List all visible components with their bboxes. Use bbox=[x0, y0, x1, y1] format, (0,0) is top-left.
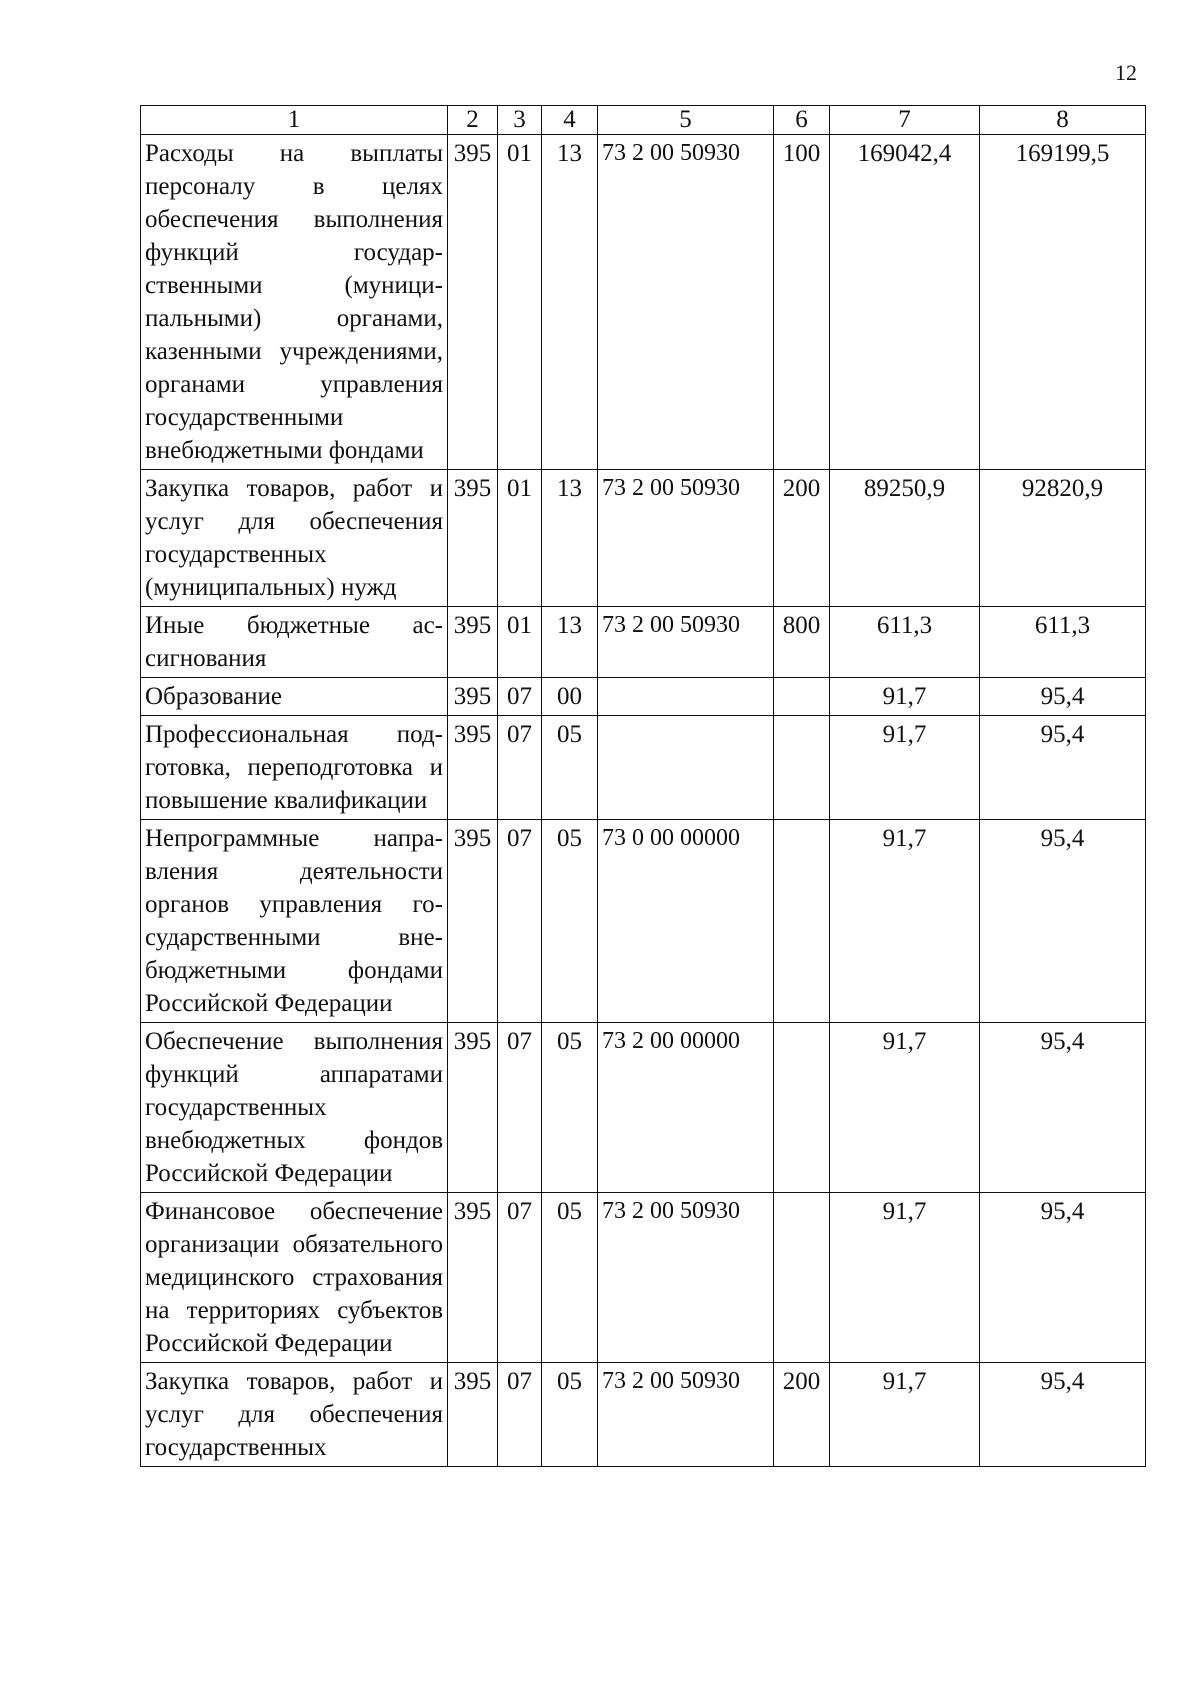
expense-type-cell: 800 bbox=[774, 607, 830, 678]
subsection-code-cell: 13 bbox=[542, 607, 598, 678]
ministry-code-cell: 395 bbox=[448, 678, 498, 716]
section-code-cell: 07 bbox=[498, 716, 542, 820]
row-name-cell: Непрограммные направления деятельности органов управления государственными внебюджетными фондами Российской Федерации bbox=[141, 820, 448, 1023]
amount-col7-cell: 91,7 bbox=[830, 820, 980, 1023]
ministry-code-cell: 395 bbox=[448, 607, 498, 678]
table-row bbox=[141, 470, 1146, 607]
amount-col7-cell: 91,7 bbox=[830, 1363, 980, 1467]
ministry-code-cell: 395 bbox=[448, 1023, 498, 1193]
amount-col7-cell: 89250,9 bbox=[830, 470, 980, 607]
amount-col8-cell: 611,3 bbox=[980, 607, 1146, 678]
amount-col8-cell: 95,4 bbox=[980, 1023, 1146, 1193]
section-code-cell: 01 bbox=[498, 470, 542, 607]
amount-col7-cell: 91,7 bbox=[830, 716, 980, 820]
ministry-code-cell: 395 bbox=[448, 470, 498, 607]
section-code-cell: 01 bbox=[498, 607, 542, 678]
column-header-8: 8 bbox=[980, 106, 1146, 135]
target-article-cell: 73 2 00 50930 bbox=[598, 470, 774, 607]
row-name-cell: Образование bbox=[141, 678, 448, 716]
target-article-cell: 73 2 00 50930 bbox=[598, 135, 774, 470]
column-header-6: 6 bbox=[774, 106, 830, 135]
amount-col7-cell: 91,7 bbox=[830, 1193, 980, 1363]
amount-col8-cell: 95,4 bbox=[980, 678, 1146, 716]
amount-col7-cell: 611,3 bbox=[830, 607, 980, 678]
budget-table bbox=[140, 105, 1146, 1467]
target-article-cell: 73 2 00 50930 bbox=[598, 1193, 774, 1363]
subsection-code-cell: 05 bbox=[542, 820, 598, 1023]
header-row bbox=[141, 106, 1146, 135]
ministry-code-cell: 395 bbox=[448, 1363, 498, 1467]
expense-type-cell bbox=[774, 1023, 830, 1193]
section-code-cell: 07 bbox=[498, 678, 542, 716]
column-header-4: 4 bbox=[542, 106, 598, 135]
amount-col8-cell: 169199,5 bbox=[980, 135, 1146, 470]
section-code-cell: 07 bbox=[498, 1193, 542, 1363]
section-code-cell: 07 bbox=[498, 1363, 542, 1467]
expense-type-cell: 200 bbox=[774, 470, 830, 607]
target-article-cell: 73 2 00 50930 bbox=[598, 1363, 774, 1467]
amount-col8-cell: 95,4 bbox=[980, 716, 1146, 820]
table-row bbox=[141, 1193, 1146, 1363]
target-article-cell: 73 2 00 00000 bbox=[598, 1023, 774, 1193]
column-header-3: 3 bbox=[498, 106, 542, 135]
amount-col7-cell: 169042,4 bbox=[830, 135, 980, 470]
subsection-code-cell: 05 bbox=[542, 1023, 598, 1193]
table-row bbox=[141, 607, 1146, 678]
expense-type-cell bbox=[774, 1193, 830, 1363]
table-row bbox=[141, 820, 1146, 1023]
subsection-code-cell: 05 bbox=[542, 1363, 598, 1467]
target-article-cell bbox=[598, 716, 774, 820]
subsection-code-cell: 13 bbox=[542, 470, 598, 607]
expense-type-cell bbox=[774, 820, 830, 1023]
expense-type-cell: 200 bbox=[774, 1363, 830, 1467]
row-name-cell: Расходы на выплаты персоналу в целях обеспечения выполнения функций государственными (муниципальными) органами, казенными учреждениями, органами управления государственными внебюджетными фондами bbox=[141, 135, 448, 470]
amount-col8-cell: 95,4 bbox=[980, 820, 1146, 1023]
section-code-cell: 01 bbox=[498, 135, 542, 470]
page-number: 12 bbox=[1115, 60, 1137, 85]
row-name-cell: Обеспечение выполнения функций аппаратами государственных внебюджетных фондов Российской Федерации bbox=[141, 1023, 448, 1193]
amount-col7-cell: 91,7 bbox=[830, 1023, 980, 1193]
subsection-code-cell: 00 bbox=[542, 678, 598, 716]
row-name-cell: Закупка товаров, работ и услуг для обеспечения государственных bbox=[141, 1363, 448, 1467]
target-article-cell: 73 0 00 00000 bbox=[598, 820, 774, 1023]
row-name-cell: Закупка товаров, работ и услуг для обеспечения государственных (муниципальных) нужд bbox=[141, 470, 448, 607]
table-row bbox=[141, 1363, 1146, 1467]
row-name-cell: Профессиональная подготовка, переподготовка и повышение квалификации bbox=[141, 716, 448, 820]
table-row bbox=[141, 678, 1146, 716]
ministry-code-cell: 395 bbox=[448, 135, 498, 470]
target-article-cell bbox=[598, 678, 774, 716]
column-header-1: 1 bbox=[141, 106, 448, 135]
ministry-code-cell: 395 bbox=[448, 716, 498, 820]
expense-type-cell: 100 bbox=[774, 135, 830, 470]
table-row bbox=[141, 1023, 1146, 1193]
amount-col8-cell: 95,4 bbox=[980, 1363, 1146, 1467]
column-header-5: 5 bbox=[598, 106, 774, 135]
ministry-code-cell: 395 bbox=[448, 820, 498, 1023]
row-name-cell: Иные бюджетные ассигнования bbox=[141, 607, 448, 678]
subsection-code-cell: 05 bbox=[542, 1193, 598, 1363]
column-header-7: 7 bbox=[830, 106, 980, 135]
expense-type-cell bbox=[774, 716, 830, 820]
expense-type-cell bbox=[774, 678, 830, 716]
target-article-cell: 73 2 00 50930 bbox=[598, 607, 774, 678]
subsection-code-cell: 13 bbox=[542, 135, 598, 470]
amount-col8-cell: 95,4 bbox=[980, 1193, 1146, 1363]
amount-col7-cell: 91,7 bbox=[830, 678, 980, 716]
table-row bbox=[141, 716, 1146, 820]
amount-col8-cell: 92820,9 bbox=[980, 470, 1146, 607]
section-code-cell: 07 bbox=[498, 820, 542, 1023]
section-code-cell: 07 bbox=[498, 1023, 542, 1193]
row-name-cell: Финансовое обеспечение организации обязательного медицинского страхования на территориях субъектов Российской Федерации bbox=[141, 1193, 448, 1363]
ministry-code-cell: 395 bbox=[448, 1193, 498, 1363]
table-row bbox=[141, 135, 1146, 470]
column-header-2: 2 bbox=[448, 106, 498, 135]
subsection-code-cell: 05 bbox=[542, 716, 598, 820]
